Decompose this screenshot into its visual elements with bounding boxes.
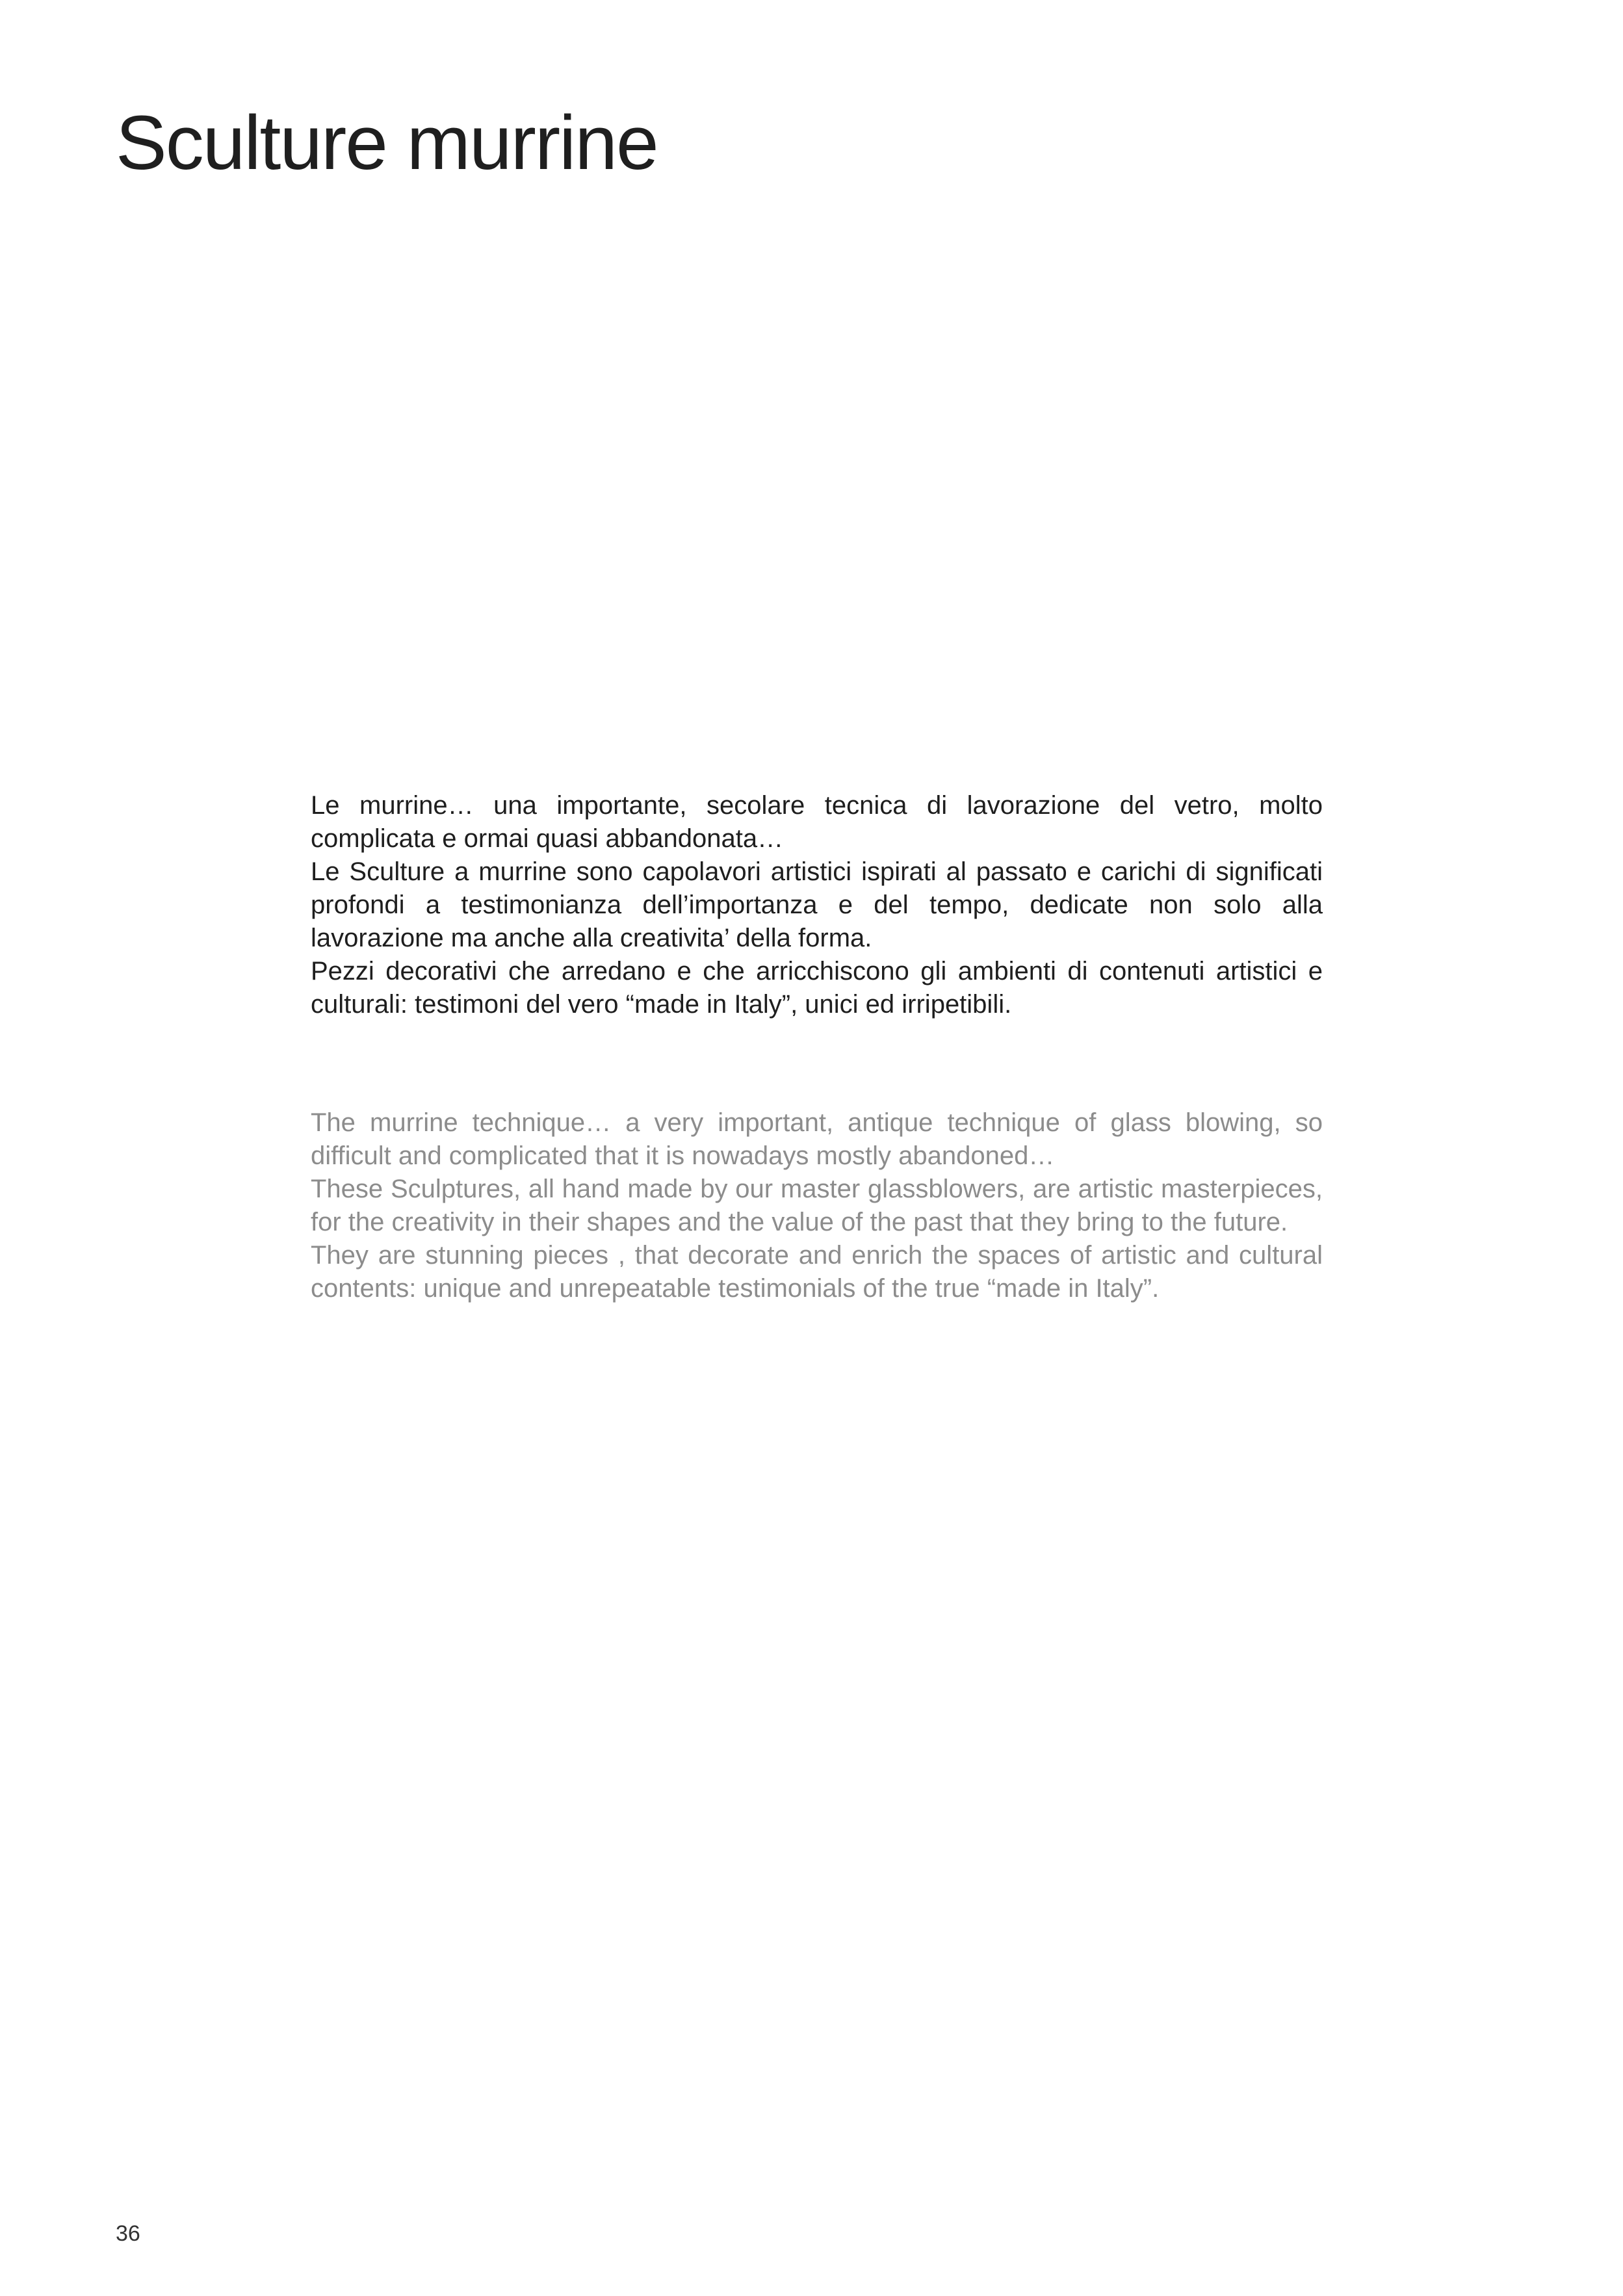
english-paragraph: These Sculptures, all hand made by our master glassblowers, are artistic masterpieces, for the creativity in their shapes and the value of the past that they bring to the future. xyxy=(311,1175,1323,1236)
italian-paragraph: Pezzi decorativi che arredano e che arricchiscono gli ambienti di contenuti artistici e culturali: testimoni del vero “made in Italy”, unici ed irripetibili. xyxy=(311,957,1323,1019)
page-number: 36 xyxy=(116,2221,140,2246)
page-title: Sculture murrine xyxy=(116,100,658,186)
italian-paragraph: Le Sculture a murrine sono capolavori artistici ispirati al passato e carichi di significati profondi a testimonianza dell’importanza e del tempo, dedicate non solo alla lavorazione ma anche alla creativita’ della forma. xyxy=(311,857,1323,952)
italian-paragraph: Le murrine… una importante, secolare tecnica di lavorazione del vetro, molto complicata e ormai quasi abbandonata… xyxy=(311,791,1323,853)
english-description xyxy=(311,1106,1323,1305)
english-paragraph: The murrine technique… a very important, antique technique of glass blowing, so difficult and complicated that it is nowadays mostly abandoned… xyxy=(311,1108,1323,1170)
english-paragraph: They are stunning pieces , that decorate and enrich the spaces of artistic and cultural contents: unique and unrepeatable testimonials of the true “made in Italy”. xyxy=(311,1241,1323,1303)
italian-description xyxy=(311,789,1323,1021)
